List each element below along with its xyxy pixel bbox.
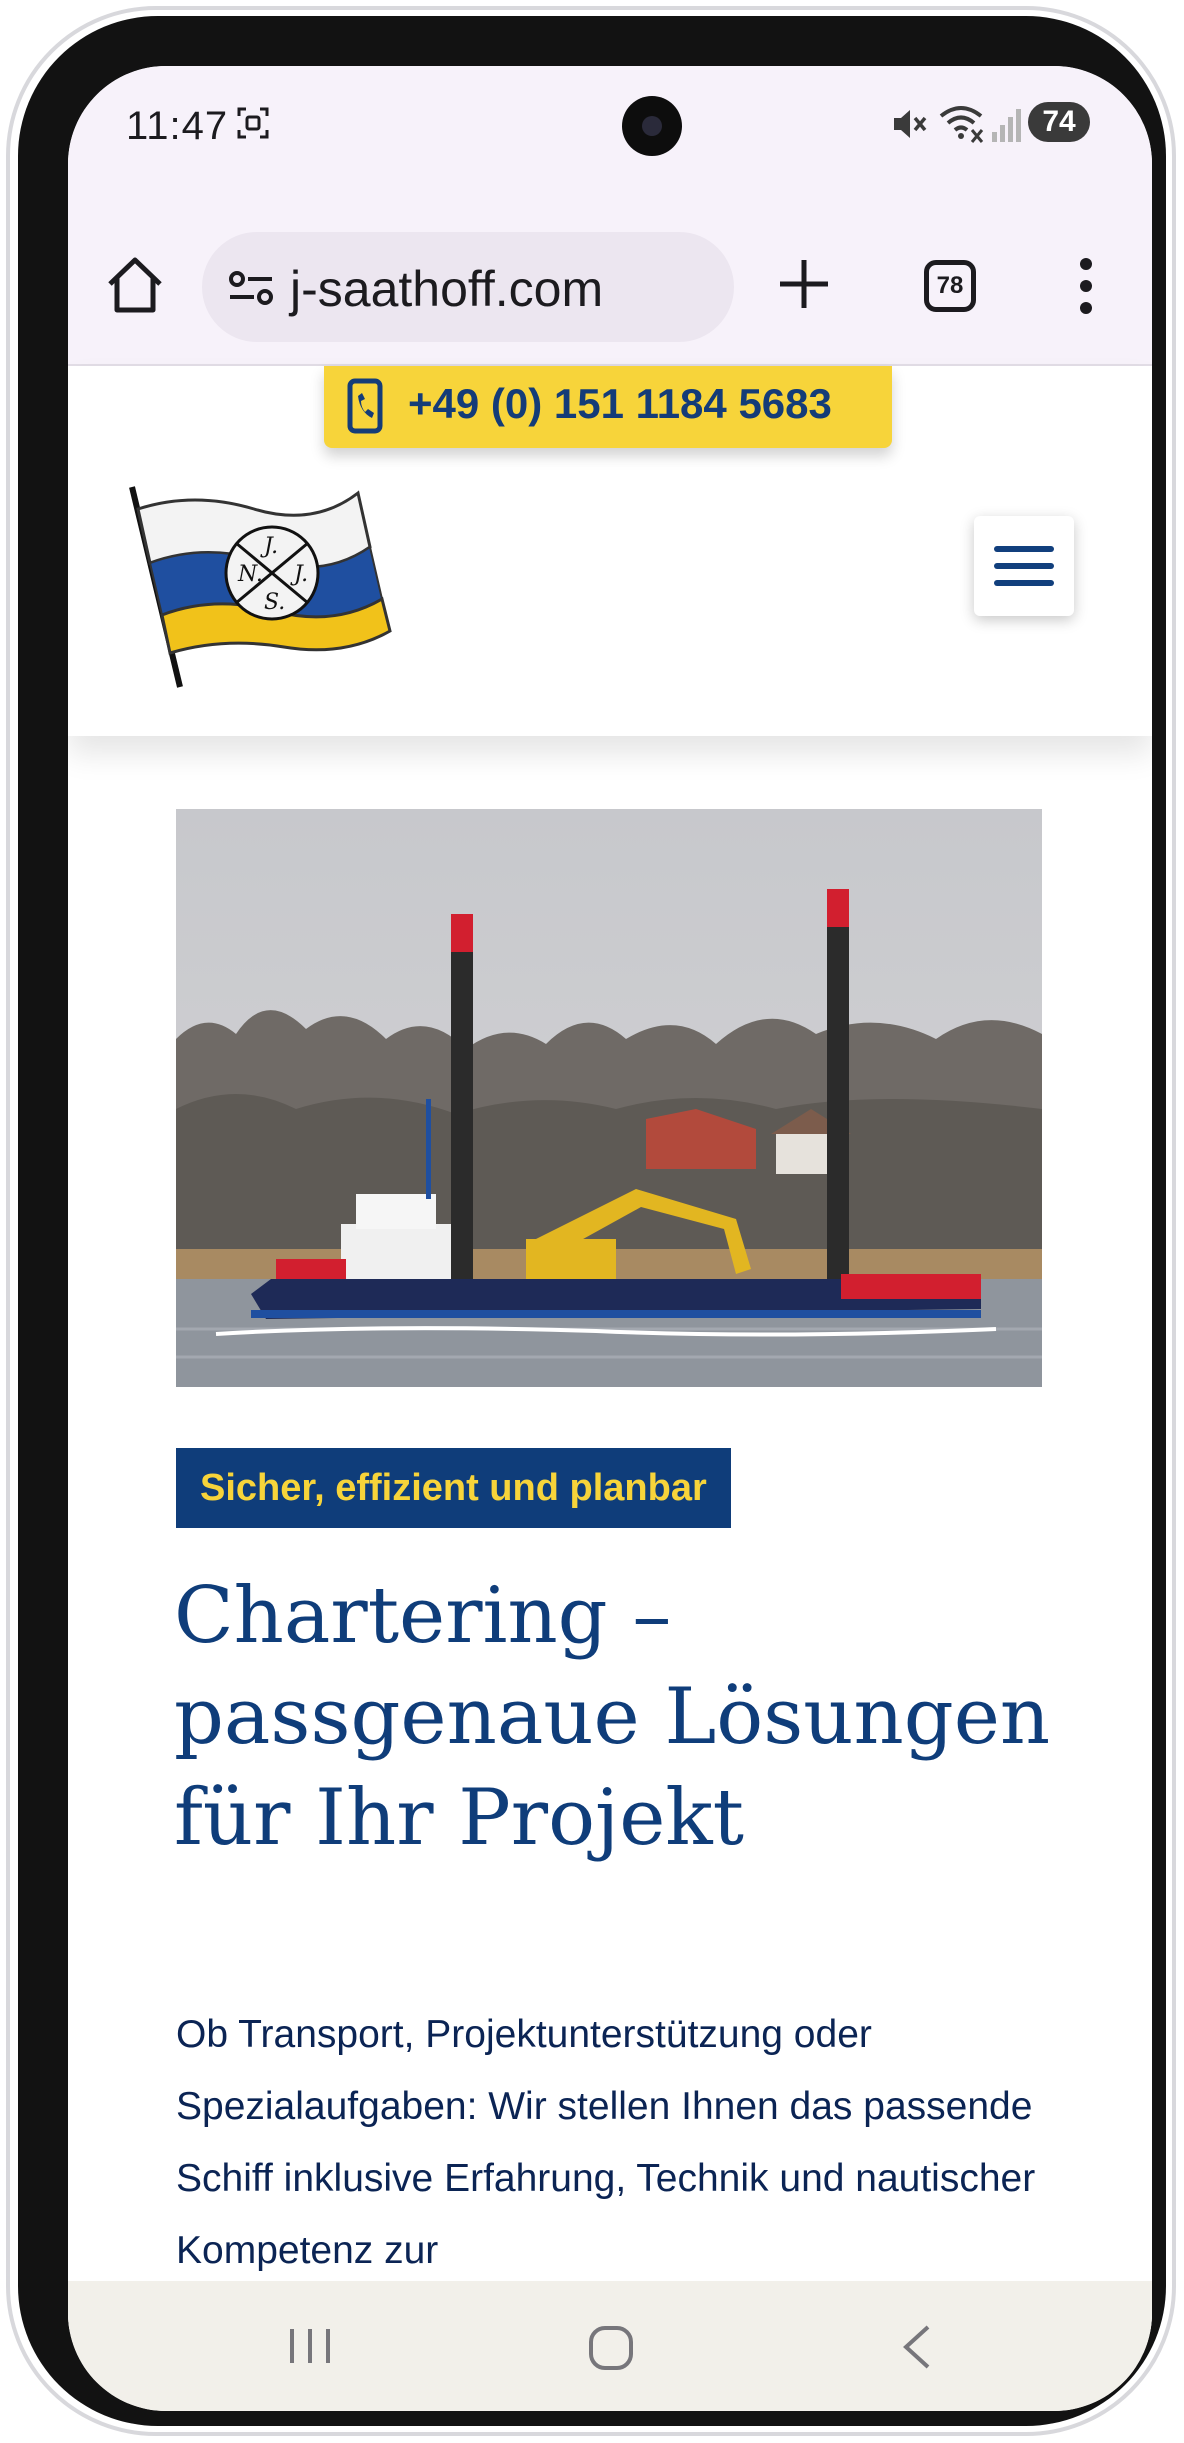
system-navigation-bar xyxy=(68,2281,1152,2411)
svg-text:N.: N. xyxy=(238,562,263,587)
battery-indicator: 74 xyxy=(1028,102,1090,142)
mute-icon xyxy=(888,104,928,144)
address-bar[interactable] xyxy=(202,232,734,342)
svg-text:J.: J. xyxy=(294,562,309,587)
svg-text:J.: J. xyxy=(264,534,279,559)
screen xyxy=(68,66,1152,2411)
svg-text:S.: S. xyxy=(264,590,286,615)
page-headline: Chartering – passgenaue Lösungen für Ihr Projekt xyxy=(174,1571,1051,1863)
back-icon[interactable] xyxy=(898,2323,934,2371)
wifi-icon xyxy=(938,102,984,144)
browser-toolbar xyxy=(68,176,1152,366)
company-flag-logo[interactable] xyxy=(124,481,404,691)
web-content xyxy=(68,366,1152,2331)
status-time: 11:47 xyxy=(126,104,229,148)
home-icon[interactable] xyxy=(102,252,168,318)
device-bezel xyxy=(18,16,1166,2426)
signal-icon xyxy=(990,106,1024,142)
home-circle-icon[interactable] xyxy=(588,2325,634,2371)
status-bar xyxy=(68,66,1152,176)
phone-number[interactable]: +49 (0) 151 1184 5683 xyxy=(408,380,832,427)
site-settings-icon[interactable] xyxy=(228,268,274,308)
menu-button[interactable] xyxy=(974,516,1074,616)
hero-image-barge xyxy=(176,809,1042,1387)
plus-icon[interactable] xyxy=(776,256,832,312)
phone-badge[interactable] xyxy=(324,366,892,448)
intro-paragraph: Ob Transport, Projektunterstützung oder Spezialaufgaben: Wir stellen Ihnen das passende Schiff inklusive Erfahrung, Technik und nautischer Kompetenz zur xyxy=(176,2013,1036,2272)
tagline-badge: Sicher, effizient und planbar xyxy=(176,1448,731,1528)
more-vert-icon[interactable] xyxy=(1076,254,1096,318)
tab-switcher-button[interactable]: 78 xyxy=(924,260,976,312)
phone-icon xyxy=(340,378,388,434)
screen-record-icon xyxy=(236,106,270,140)
url-text[interactable]: j-saathoff.com xyxy=(290,261,604,317)
recents-icon[interactable] xyxy=(286,2325,334,2367)
front-camera xyxy=(622,96,682,156)
